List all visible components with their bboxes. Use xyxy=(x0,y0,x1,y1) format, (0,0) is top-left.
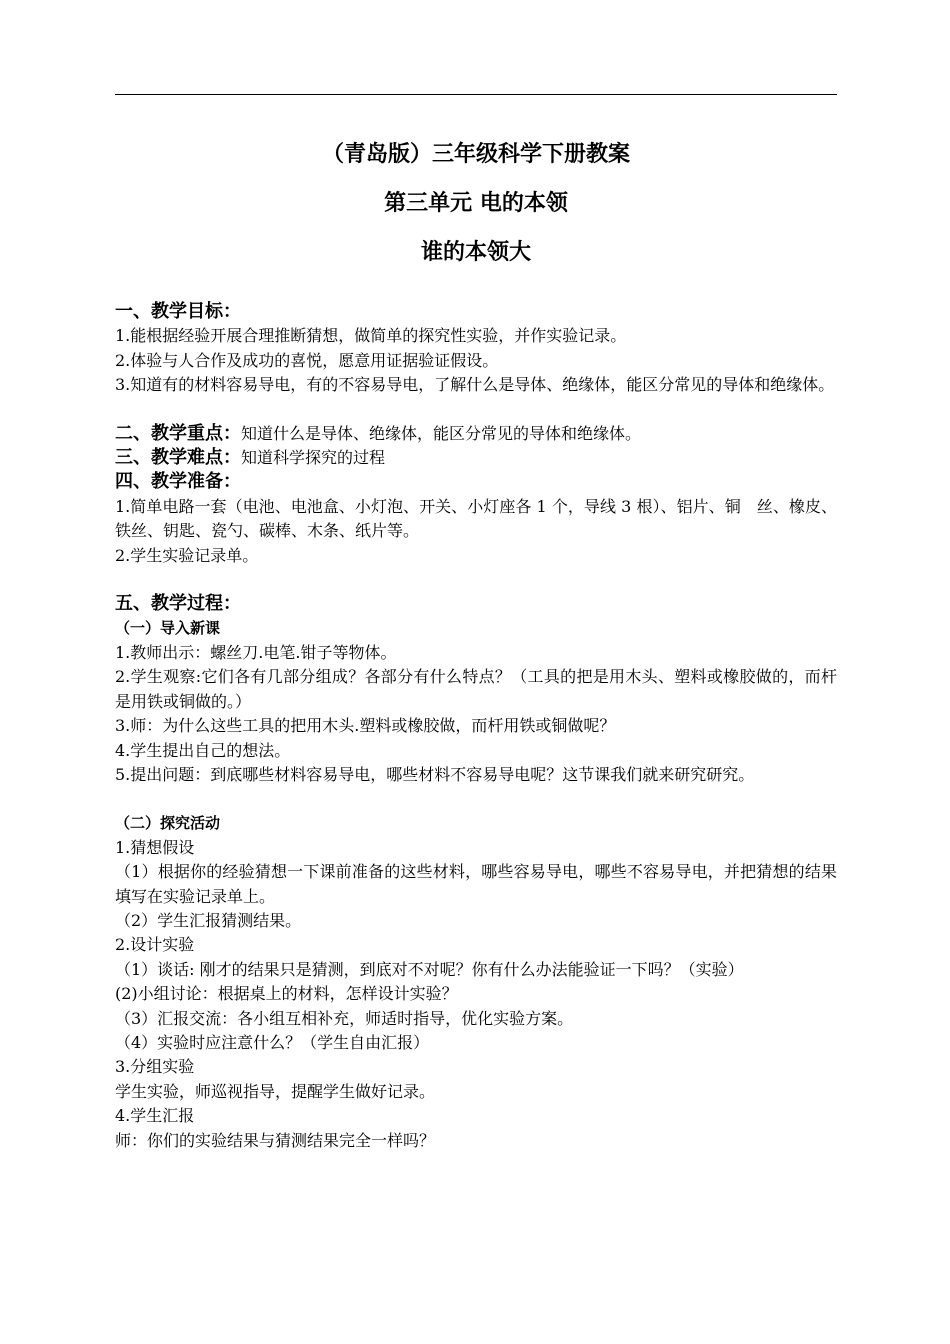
section-preparation-heading: 四、教学准备： xyxy=(115,471,241,493)
explore-item: （3）汇报交流：各小组互相补充，师适时指导，优化实验方案。 xyxy=(115,1008,574,1028)
objective-item: 3.知道有的材料容易导电，有的不容易导电，了解什么是导体、绝缘体，能区分常见的导体和绝缘体。 xyxy=(115,375,835,395)
explore-item: （2）学生汇报猜测结果。 xyxy=(115,910,302,930)
objective-item: 2.体验与人合作及成功的喜悦，愿意用证据验证假设。 xyxy=(115,350,499,370)
difficulties-text: 知道科学探究的过程 xyxy=(241,448,386,468)
key-points-text: 知道什么是导体、绝缘体，能区分常见的导体和绝缘体。 xyxy=(241,423,642,443)
key-points-heading: 二、教学重点： xyxy=(115,422,241,444)
explore-item: (2)小组讨论：根据桌上的材料，怎样设计实验？ xyxy=(115,984,458,1004)
intro-item: 4.学生提出自己的想法。 xyxy=(115,740,291,760)
intro-item: 1.教师出示：螺丝刀.电笔.钳子等物体。 xyxy=(115,642,397,662)
document-body xyxy=(115,300,837,1153)
explore-item: 师：你们的实验结果与猜测结果完全一样吗？ xyxy=(115,1130,436,1150)
explore-item: （4）实验时应注意什么？（学生自由汇报） xyxy=(115,1032,430,1052)
explore-item: 3.分组实验 xyxy=(115,1057,195,1077)
explore-item: （1）根据你的经验猜想一下课前准备的这些材料，哪些容易导电，哪些不容易导电，并把猜想的结果填写在实验记录单上。 xyxy=(115,862,837,906)
explore-item: 1.猜想假设 xyxy=(115,837,195,857)
part-intro-heading: （一）导入新课 xyxy=(115,619,221,638)
difficulties-heading: 三、教学难点： xyxy=(115,447,241,469)
section-objectives-heading: 一、教学目标： xyxy=(115,301,241,322)
lesson-title: 谁的本领大 xyxy=(420,240,531,265)
explore-item: 4.学生汇报 xyxy=(115,1106,195,1126)
preparation-item: 1.简单电路一套（电池、电池盒、小灯泡、开关、小灯座各 1 个，导线 3 根）、铝片、铜 丝、橡皮、铁丝、钥匙、瓷勺、碳棒、木条、纸片等。 xyxy=(115,496,837,541)
part-explore-heading: （二）探究活动 xyxy=(115,814,221,833)
section-difficulties xyxy=(115,446,837,470)
intro-item: 3.师：为什么这些工具的把用木头.塑料或橡胶做，而杆用铁或铜做呢？ xyxy=(115,716,616,736)
unit-title: 第三单元 电的本领 xyxy=(384,191,568,216)
objective-item: 1.能根据经验开展合理推断猜想，做简单的探究性实验，并作实验记录。 xyxy=(115,326,627,346)
preparation-item: 2.学生实验记录单。 xyxy=(115,545,259,565)
title-block xyxy=(115,130,837,277)
explore-item: 2.设计实验 xyxy=(115,935,195,955)
intro-item: 2.学生观察:它们各有几部分组成？各部分有什么特点？（工具的把是用木头、塑料或橡胶做的，而杆是用铁或铜做的。） xyxy=(115,667,837,711)
explore-item: 学生实验，师巡视指导，提醒学生做好记录。 xyxy=(115,1081,436,1101)
explore-item: （1）谈话: 刚才的结果只是猜测，到底对不对呢？你有什么办法能验证一下吗？（实验） xyxy=(115,959,744,979)
section-key-points xyxy=(115,422,837,446)
section-process-heading: 五、教学过程： xyxy=(115,593,241,615)
header-rule xyxy=(115,94,837,95)
intro-item: 5.提出问题：到底哪些材料容易导电，哪些材料不容易导电呢？这节课我们就来研究研究。 xyxy=(115,764,755,784)
document-title: （青岛版）三年级科学下册教案 xyxy=(321,142,630,167)
